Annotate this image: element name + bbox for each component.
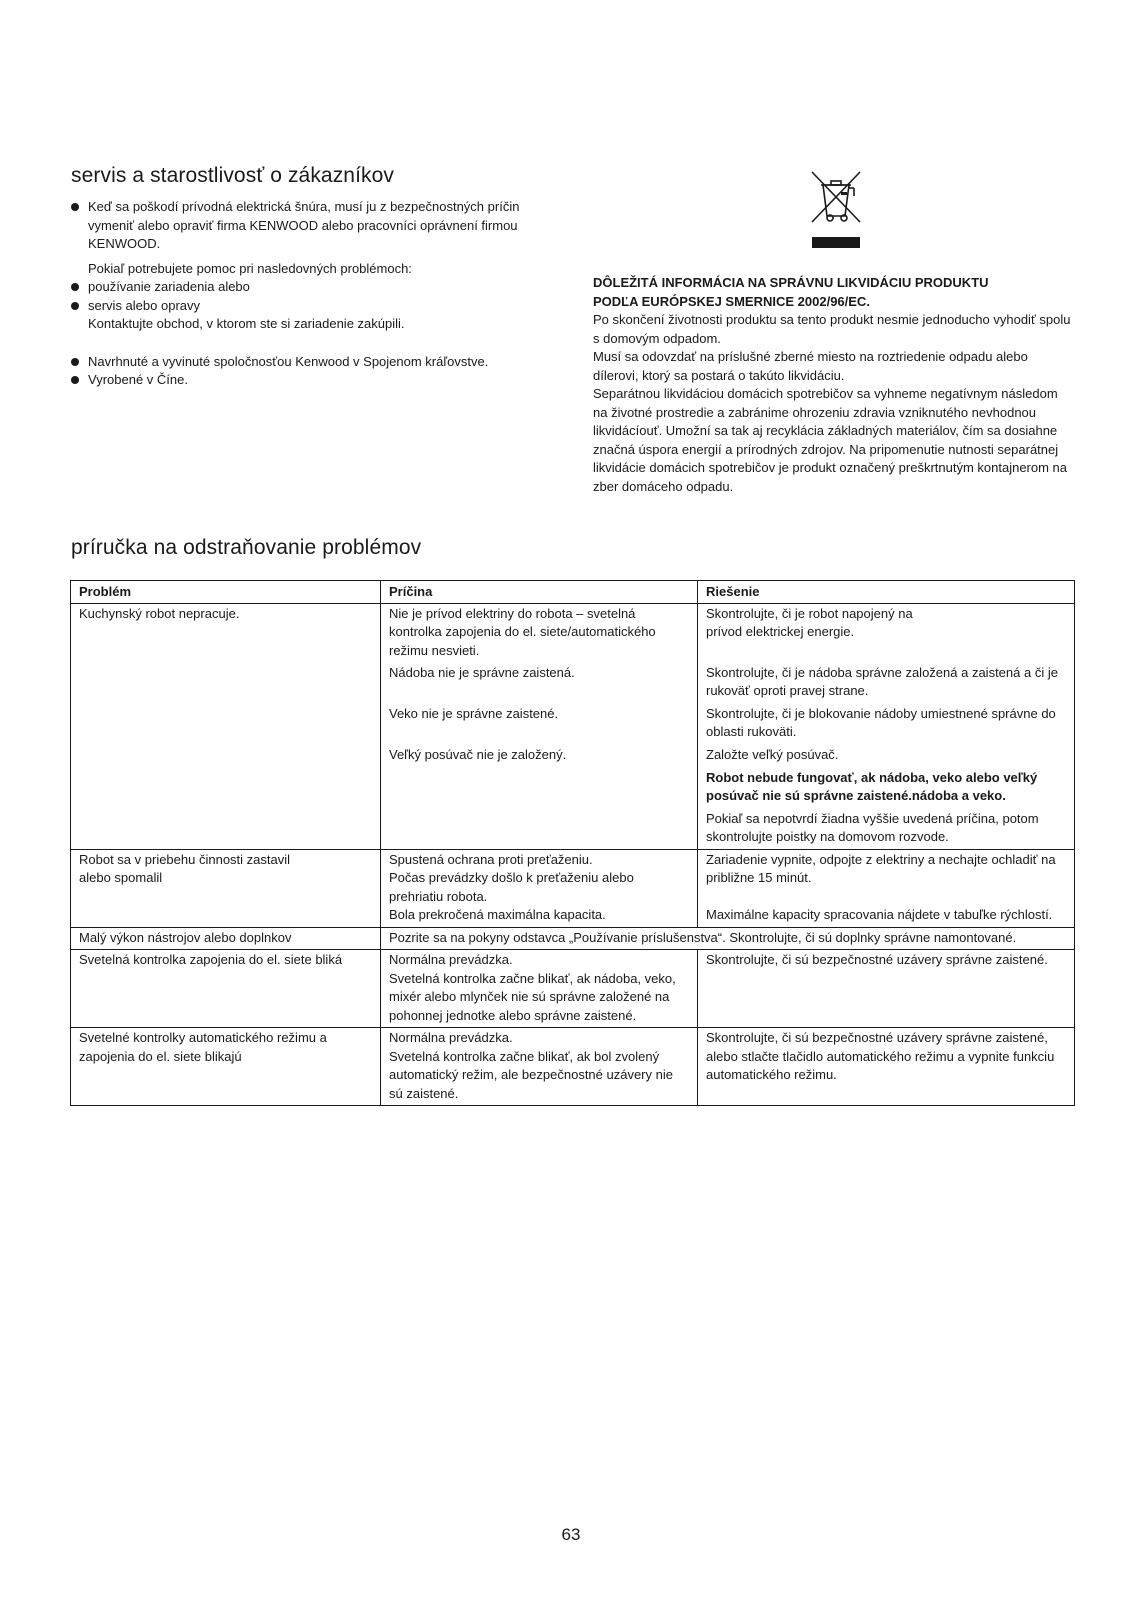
- table-row: [71, 603, 1075, 849]
- cause-text: Svetelná kontrolka začne blikať, ak bol zvolený automatický režim, ale bezpečnostné uzávery nie sú zaistené.: [389, 1048, 673, 1101]
- cause-text: Normálna prevádzka.: [389, 952, 513, 967]
- column-header-problem: Problém: [71, 581, 381, 604]
- list-item: [71, 278, 561, 297]
- list-item: [71, 198, 561, 254]
- disposal-paragraph: Musí sa odovzdať na príslušné zberné miesto na roztriedenie odpadu alebo dílerovi, ktorý sa postará o takúto likvidáciu.: [593, 349, 1028, 383]
- bullet-icon: [71, 283, 79, 291]
- cause-text: Normálna prevádzka.: [389, 1030, 513, 1045]
- solution-text: [698, 604, 1074, 663]
- problem-line: alebo spomalil: [79, 870, 163, 885]
- problem-line: Svetelné kontrolky automatického režimu a: [79, 1030, 327, 1045]
- column-header-cause: Príčina: [381, 581, 698, 604]
- page-number: 63: [561, 1525, 581, 1544]
- problem-cell: Malý výkon nástrojov alebo doplnkov: [71, 927, 381, 950]
- cause-cell: Pozrite sa na pokyny odstavca „Používanie príslušenstva“. Skontrolujte, či sú doplnky správne namontované.: [381, 927, 1075, 950]
- disposal-paragraph: Separátnou likvidáciou domácich spotrebičov sa vyhneme negatívnym následom na životné prostredie a zabránime ohrozeniu zdravia vzniknutého nevhodnou likvidácíouť. Umožní sa tak aj recyklácia základných materiálov, čím sa dosiahne značná úspora energií a prírodných zdrojov. Na pripomenutie nutnosti separátnej likvidácie domácich spotrebičov je produkt označený preškrtnutým kontajnerom na zber domáceho odpadu.: [593, 386, 1068, 494]
- cause-text: Svetelná kontrolka začne blikať, ak nádoba, veko, mixér alebo mlynček nie sú správne založené na pohonnej jednotke alebo správne zaistené.: [389, 970, 676, 1023]
- bullet-icon: [71, 376, 79, 384]
- crossed-out-wheelie-bin-icon: [808, 170, 864, 252]
- list-item: [71, 297, 561, 316]
- problem-cell: [71, 849, 381, 927]
- disposal-heading-line2: PODĽA EURÓPSKEJ SMERNICE 2002/96/EC.: [593, 293, 870, 309]
- cause-text: Spustená ochrana proti preťaženiu.: [389, 851, 593, 867]
- solution-text: Skontrolujte, či je blokovanie nádoby umiestnené správne do oblasti rukoväti.: [706, 705, 1056, 739]
- cause-cell: [381, 1028, 698, 1106]
- solution-cell: Skontrolujte, či sú bezpečnostné uzávery správne zaistené.: [698, 950, 1075, 1028]
- solution-cell: Skontrolujte, či sú bezpečnostné uzávery správne zaistené, alebo stlačte tlačidlo automatického režimu a vypnite funkciu automatického režimu.: [698, 1028, 1075, 1106]
- list-item: [71, 353, 561, 372]
- cause-text: Veko nie je správne zaistené.: [389, 705, 559, 721]
- problem-cell: Kuchynský robot nepracuje.: [71, 603, 381, 849]
- bullet-icon: [71, 302, 79, 310]
- troubleshooting-table: [70, 580, 1075, 1106]
- table-header-row: [71, 581, 1075, 604]
- bullet-icon: [71, 203, 79, 211]
- problem-cell: Svetelná kontrolka zapojenia do el. siete bliká: [71, 950, 381, 1028]
- disposal-heading: DÔLEŽITÁ INFORMÁCIA NA SPRÁVNU LIKVIDÁCIU PRODUKTU: [593, 275, 989, 290]
- problem-line: Robot sa v priebehu činnosti zastavil: [79, 851, 291, 867]
- contact-text: Kontaktujte obchod, v ktorom ste si zariadenie zakúpili.: [88, 316, 405, 331]
- disposal-text: [593, 274, 1073, 496]
- bullet-text: servis alebo opravy: [88, 297, 200, 313]
- solution-text: Skontrolujte, či je nádoba správne založená a zaistená a či je rukoväť oproti pravej strane.: [706, 664, 1058, 698]
- bullet-text: používanie zariadenia alebo: [88, 279, 250, 294]
- bullet-text: Navrhnuté a vyvinuté spoločnosťou Kenwood v Spojenom kráľovstve.: [88, 353, 489, 369]
- table-row: [71, 927, 1075, 950]
- problem-line: zapojenia do el. siete blikajú: [79, 1048, 242, 1064]
- cause-text: Nie je prívod elektriny do robota – svetelná kontrolka zapojenia do el. siete/automatického režimu nesvieti.: [389, 605, 656, 658]
- problem-cell: [71, 1028, 381, 1106]
- solution-cell: [698, 849, 1075, 927]
- solution-text: Pokiaľ sa nepotvrdí žiadna vyššie uvedená príčina, potom skontrolujte poistky na domovom rozvode.: [706, 810, 1039, 844]
- list-item: [71, 371, 561, 390]
- service-text: [71, 198, 561, 390]
- cause-text: Bola prekročená maximálna kapacita.: [389, 907, 606, 922]
- solution-text: Maximálne kapacity spracovania nájdete v tabuľke rýchlostí.: [706, 906, 1053, 922]
- solution-line: Skontrolujte, či je robot napojený na: [706, 605, 913, 621]
- help-intro: Pokiaľ potrebujete pomoc pri nasledovných problémoch:: [88, 260, 412, 276]
- table-row: [71, 950, 1075, 1028]
- column-header-solution: Riešenie: [698, 581, 1075, 604]
- solution-warning: Robot nebude fungovať, ak nádoba, veko alebo veľký posúvač nie sú správne zaistené.nádoba a veko.: [706, 769, 1038, 803]
- bullet-icon: [71, 358, 79, 366]
- table-row: [71, 1028, 1075, 1106]
- table-row: [71, 849, 1075, 927]
- bullet-text: Vyrobené v Číne.: [88, 372, 188, 387]
- cause-cell: [381, 950, 698, 1028]
- cause-cell: [381, 849, 698, 927]
- cause-text: Počas prevádzky došlo k preťaženiu alebo prehriatiu robota.: [389, 870, 634, 904]
- disposal-paragraph: Po skončení životnosti produktu sa tento produkt nesmie jednoducho vyhodiť spolu s domovým odpadom.: [593, 312, 1071, 346]
- solution-text: Založte veľký posúvač.: [706, 746, 839, 762]
- service-section-title: servis a starostlivosť o zákazníkov: [71, 164, 394, 187]
- solution-cell: [698, 603, 1075, 849]
- cause-text: Nádoba nie je správne zaistená.: [389, 664, 575, 680]
- cause-cell: [381, 603, 698, 849]
- bullet-text: Keď sa poškodí prívodná elektrická šnúra, musí ju z bezpečnostných príčin vymeniť alebo opraviť firma KENWOOD alebo pracovníci oprávnení firmou KENWOOD.: [88, 199, 520, 251]
- solution-line: prívod elektrickej energie.: [706, 624, 855, 639]
- cause-text: Veľký posúvač nie je založený.: [389, 746, 567, 762]
- troubleshooting-section-title: príručka na odstraňovanie problémov: [71, 536, 422, 559]
- solution-text: Zariadenie vypnite, odpojte z elektriny a nechajte ochladiť na približne 15 minút.: [706, 851, 1056, 885]
